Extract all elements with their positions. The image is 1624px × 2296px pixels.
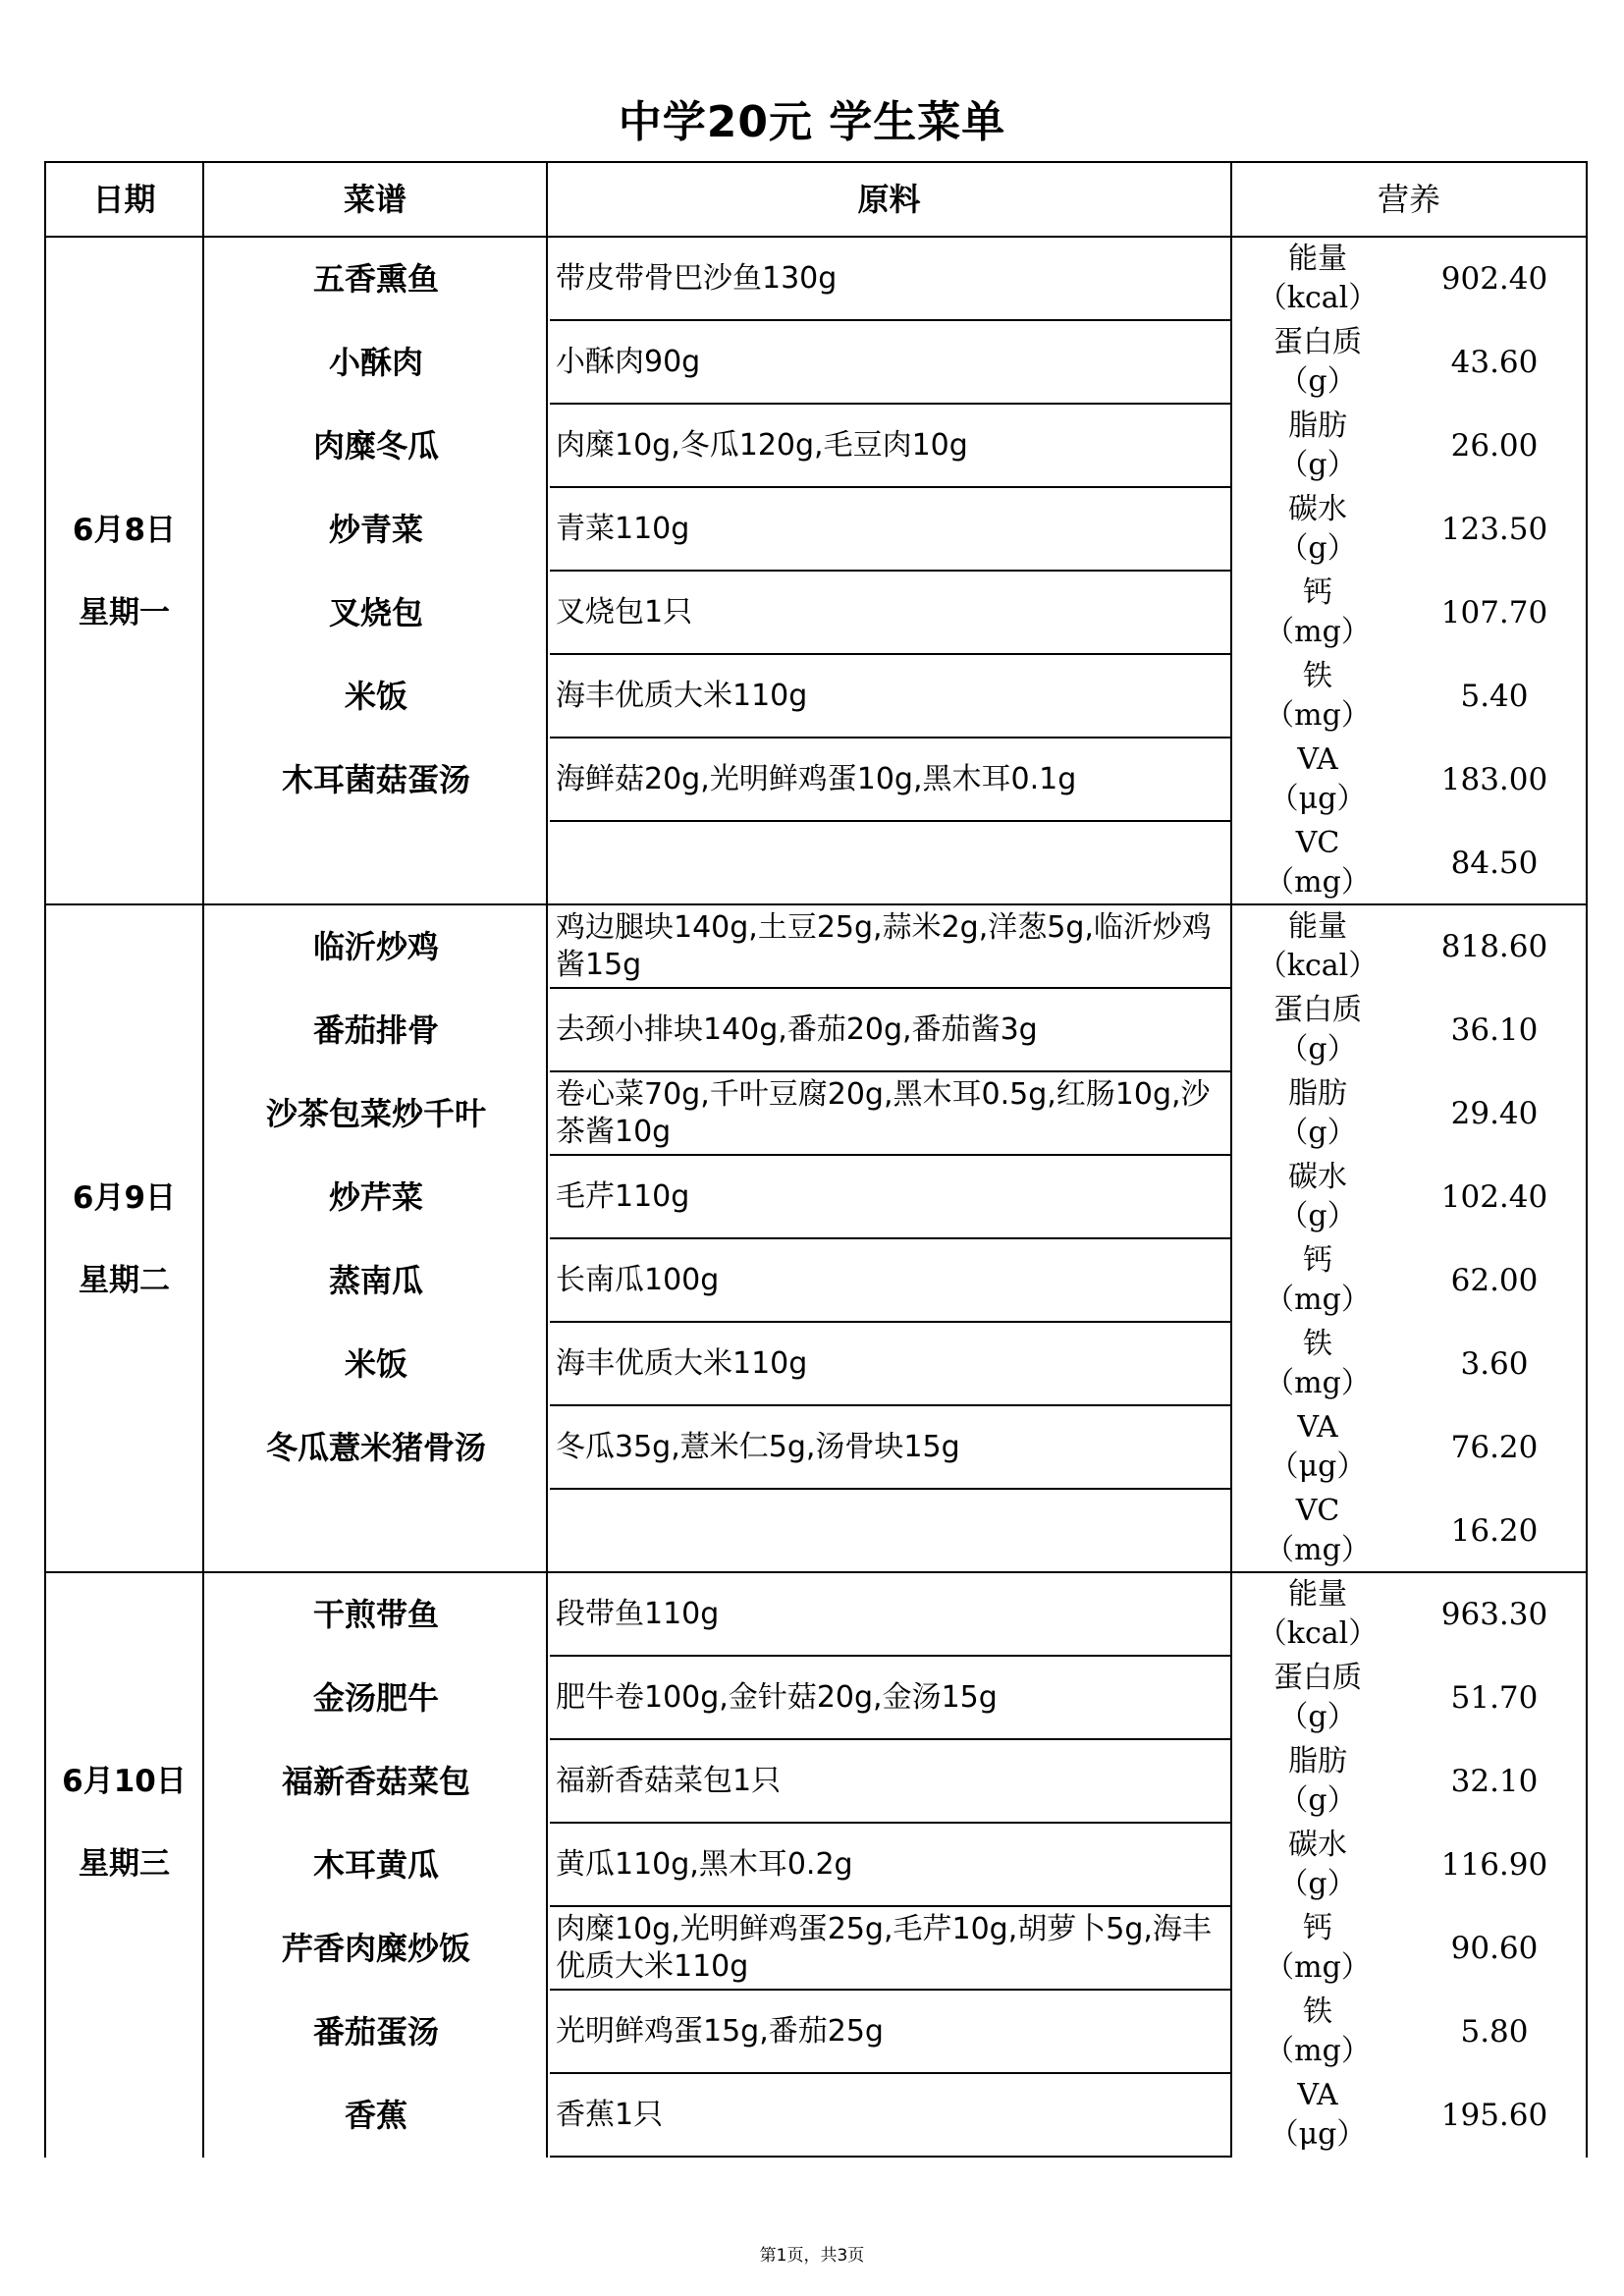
ingredients-text: 肉糜10g,冬瓜120g,毛豆肉10g bbox=[556, 427, 968, 463]
nutrition-label: 钙 bbox=[1303, 1911, 1332, 1945]
ingredients-text: 海丰优质大米110g bbox=[556, 678, 808, 713]
header-nutrition: 营养 bbox=[1377, 181, 1440, 218]
ingredients-text: 叉烧包1只 bbox=[556, 594, 693, 629]
nutrition-value: 818.60 bbox=[1440, 929, 1548, 964]
nutrition-unit: （mg） bbox=[1265, 698, 1371, 733]
nutrition-value: 76.20 bbox=[1450, 1430, 1539, 1465]
ingredients-text: 福新香菇菜包1只 bbox=[556, 1763, 782, 1798]
nutrition-unit: （μg） bbox=[1269, 2117, 1367, 2152]
weekday-label: 星期三 bbox=[79, 1846, 170, 1882]
nutrition-row bbox=[1234, 572, 1586, 655]
nutrition-value: 195.60 bbox=[1440, 2098, 1548, 2133]
ingredients-cell bbox=[550, 905, 1232, 989]
dish-name: 沙茶包菜炒千叶 bbox=[265, 1095, 486, 1132]
header-dish: 菜谱 bbox=[204, 163, 548, 236]
dish-name: 肉糜冬瓜 bbox=[312, 427, 439, 465]
nutrition-unit: （mg） bbox=[1265, 865, 1371, 900]
dish-name: 干煎带鱼 bbox=[312, 1596, 439, 1633]
nutrition-unit: （g） bbox=[1278, 1116, 1357, 1150]
nutrition-row bbox=[1234, 905, 1586, 989]
nutrition-label: VC bbox=[1295, 826, 1340, 860]
ingredients-text: 肉糜10g,光明鲜鸡蛋25g,毛芹10g,胡萝卜5g,海丰优质大米110g bbox=[556, 1911, 1212, 1984]
nutrition-value: 183.00 bbox=[1440, 762, 1548, 797]
ingredients-cell bbox=[550, 2074, 1232, 2158]
nutrition-label: 脂肪 bbox=[1288, 409, 1347, 443]
page-title: 中学20元 学生菜单 bbox=[618, 97, 1006, 147]
nutrition-value: 102.40 bbox=[1440, 1179, 1548, 1215]
nutrition-label: 蛋白质 bbox=[1273, 1661, 1362, 1695]
ingredients-text: 海丰优质大米110g bbox=[556, 1345, 808, 1381]
ingredients-cell bbox=[550, 1824, 1232, 1907]
column-divider bbox=[546, 905, 548, 1571]
nutrition-unit: （g） bbox=[1278, 1783, 1357, 1818]
dish-name: 米饭 bbox=[344, 1345, 407, 1383]
nutrition-unit: （kcal） bbox=[1257, 281, 1379, 315]
nutrition-row bbox=[1234, 1490, 1586, 1573]
nutrition-value: 963.30 bbox=[1440, 1597, 1548, 1632]
nutrition-row bbox=[1234, 1657, 1586, 1740]
header-date: 日期 bbox=[46, 163, 204, 236]
dish-name: 临沂炒鸡 bbox=[312, 928, 439, 965]
ingredients-cell bbox=[550, 321, 1232, 405]
date-label: 6月9日 bbox=[72, 1180, 177, 1216]
ingredients-cell bbox=[550, 1072, 1232, 1156]
nutrition-unit: （g） bbox=[1278, 1867, 1357, 1901]
ingredients-cell bbox=[550, 572, 1232, 655]
nutrition-unit: （kcal） bbox=[1257, 949, 1379, 983]
nutrition-unit: （g） bbox=[1278, 448, 1357, 482]
nutrition-unit: （g） bbox=[1278, 1700, 1357, 1734]
header-ingredients: 原料 bbox=[548, 163, 1232, 236]
dish-name: 木耳菌菇蛋汤 bbox=[281, 761, 470, 798]
nutrition-value: 29.40 bbox=[1450, 1096, 1539, 1131]
nutrition-value: 51.70 bbox=[1450, 1680, 1539, 1716]
ingredients-text: 段带鱼110g bbox=[556, 1596, 720, 1631]
nutrition-row bbox=[1234, 2074, 1586, 2158]
nutrition-value: 32.10 bbox=[1450, 1764, 1539, 1799]
nutrition-unit: （mg） bbox=[1265, 1533, 1371, 1567]
day-block bbox=[44, 238, 1588, 905]
ingredients-cell bbox=[550, 1907, 1232, 1991]
ingredients-cell bbox=[550, 989, 1232, 1072]
nutrition-row bbox=[1234, 989, 1586, 1072]
ingredients-cell bbox=[550, 1406, 1232, 1490]
date-cell bbox=[46, 489, 202, 654]
nutrition-label: 能量 bbox=[1288, 1577, 1347, 1612]
nutrition-value: 107.70 bbox=[1440, 595, 1548, 630]
nutrition-label: VC bbox=[1295, 1494, 1340, 1528]
ingredients-text: 长南瓜100g bbox=[556, 1262, 720, 1297]
day-block bbox=[44, 905, 1588, 1573]
nutrition-value: 62.00 bbox=[1450, 1263, 1539, 1298]
nutrition-unit: （mg） bbox=[1265, 615, 1371, 649]
date-cell bbox=[46, 1740, 202, 1905]
nutrition-row bbox=[1234, 1239, 1586, 1323]
ingredients-cell bbox=[550, 488, 1232, 572]
dish-name: 冬瓜薏米猪骨汤 bbox=[265, 1429, 486, 1466]
nutrition-label: VA bbox=[1297, 2078, 1338, 2112]
nutrition-unit: （g） bbox=[1278, 531, 1357, 566]
nutrition-value: 36.10 bbox=[1450, 1012, 1539, 1048]
nutrition-row bbox=[1234, 488, 1586, 572]
ingredients-cell bbox=[550, 655, 1232, 738]
nutrition-value: 116.90 bbox=[1440, 1847, 1548, 1883]
ingredients-cell bbox=[550, 238, 1232, 321]
nutrition-label: 铁 bbox=[1303, 1995, 1332, 2029]
nutrition-value: 123.50 bbox=[1440, 512, 1548, 547]
nutrition-unit: （g） bbox=[1278, 364, 1357, 399]
nutrition-unit: （μg） bbox=[1269, 1449, 1367, 1484]
column-divider bbox=[546, 238, 548, 903]
nutrition-unit: （kcal） bbox=[1257, 1616, 1379, 1651]
ingredients-cell bbox=[550, 1323, 1232, 1406]
day-blocks bbox=[44, 238, 1588, 2158]
column-divider bbox=[202, 905, 204, 1571]
nutrition-label: VA bbox=[1297, 742, 1338, 777]
ingredients-cell bbox=[550, 1740, 1232, 1824]
nutrition-value: 902.40 bbox=[1440, 261, 1548, 297]
ingredients-cell bbox=[550, 1573, 1232, 1657]
nutrition-unit: （μg） bbox=[1269, 782, 1367, 816]
nutrition-row bbox=[1234, 655, 1586, 738]
ingredients-text: 小酥肉90g bbox=[556, 344, 701, 379]
ingredients-cell bbox=[550, 738, 1232, 822]
dish-name: 福新香菇菜包 bbox=[281, 1763, 470, 1800]
ingredients-text: 肥牛卷100g,金针菇20g,金汤15g bbox=[556, 1679, 998, 1715]
ingredients-cell bbox=[550, 822, 1232, 905]
nutrition-label: 蛋白质 bbox=[1273, 325, 1362, 359]
nutrition-row bbox=[1234, 1072, 1586, 1156]
ingredients-text: 黄瓜110g,黑木耳0.2g bbox=[556, 1846, 853, 1882]
nutrition-row bbox=[1234, 238, 1586, 321]
dish-name: 番茄排骨 bbox=[312, 1011, 439, 1049]
nutrition-row bbox=[1234, 321, 1586, 405]
nutrition-unit: （mg） bbox=[1265, 1366, 1371, 1400]
dish-name: 金汤肥牛 bbox=[312, 1679, 439, 1717]
nutrition-label: 能量 bbox=[1288, 909, 1347, 944]
ingredients-cell bbox=[550, 1156, 1232, 1239]
ingredients-cell bbox=[550, 1657, 1232, 1740]
column-divider bbox=[202, 238, 204, 903]
nutrition-unit: （mg） bbox=[1265, 1950, 1371, 1985]
nutrition-value: 84.50 bbox=[1450, 846, 1539, 881]
nutrition-unit: （mg） bbox=[1265, 2034, 1371, 2068]
ingredients-text: 光明鲜鸡蛋15g,番茄25g bbox=[556, 2013, 884, 2049]
nutrition-value: 90.60 bbox=[1450, 1931, 1539, 1966]
weekday-label: 星期二 bbox=[79, 1263, 170, 1298]
nutrition-label: VA bbox=[1297, 1410, 1338, 1445]
day-block bbox=[44, 1573, 1588, 2158]
ingredients-text: 卷心菜70g,千叶豆腐20g,黑木耳0.5g,红肠10g,沙茶酱10g bbox=[556, 1076, 1211, 1149]
dish-name: 蒸南瓜 bbox=[328, 1262, 423, 1299]
nutrition-row bbox=[1234, 1991, 1586, 2074]
weekday-label: 星期一 bbox=[79, 595, 170, 630]
ingredients-cell bbox=[550, 1490, 1232, 1573]
nutrition-row bbox=[1234, 738, 1586, 822]
dish-name: 木耳黄瓜 bbox=[312, 1846, 439, 1884]
nutrition-unit: （mg） bbox=[1265, 1283, 1371, 1317]
nutrition-label: 脂肪 bbox=[1288, 1076, 1347, 1111]
nutrition-label: 碳水 bbox=[1288, 1828, 1347, 1862]
ingredients-text: 青菜110g bbox=[556, 511, 690, 546]
nutrition-label: 碳水 bbox=[1288, 492, 1347, 526]
nutrition-value: 5.80 bbox=[1460, 2014, 1529, 2050]
dish-name: 香蕉 bbox=[344, 2097, 407, 2134]
nutrition-label: 蛋白质 bbox=[1273, 993, 1362, 1027]
nutrition-label: 铁 bbox=[1303, 659, 1332, 693]
nutrition-value: 26.00 bbox=[1450, 428, 1539, 464]
nutrition-row bbox=[1234, 822, 1586, 905]
nutrition-row bbox=[1234, 1156, 1586, 1239]
nutrition-unit: （g） bbox=[1278, 1032, 1357, 1066]
ingredients-text: 冬瓜35g,薏米仁5g,汤骨块15g bbox=[556, 1429, 960, 1464]
nutrition-value: 3.60 bbox=[1460, 1346, 1529, 1382]
ingredients-text: 鸡边腿块140g,土豆25g,蒜米2g,洋葱5g,临沂炒鸡酱15g bbox=[556, 909, 1212, 982]
dish-name: 五香熏鱼 bbox=[312, 260, 439, 298]
table-header bbox=[44, 161, 1588, 238]
dish-name: 叉烧包 bbox=[328, 594, 423, 631]
nutrition-row bbox=[1234, 405, 1586, 488]
nutrition-value: 43.60 bbox=[1450, 345, 1539, 380]
ingredients-text: 香蕉1只 bbox=[556, 2097, 664, 2132]
ingredients-text: 海鲜菇20g,光明鲜鸡蛋10g,黑木耳0.1g bbox=[556, 761, 1077, 796]
nutrition-row bbox=[1234, 1907, 1586, 1991]
nutrition-row bbox=[1234, 1406, 1586, 1490]
ingredients-text: 带皮带骨巴沙鱼130g bbox=[556, 260, 838, 296]
nutrition-value: 5.40 bbox=[1460, 679, 1529, 714]
date-label: 6月8日 bbox=[72, 513, 177, 548]
nutrition-label: 钙 bbox=[1303, 1243, 1332, 1278]
nutrition-label: 能量 bbox=[1288, 242, 1347, 276]
nutrition-label: 脂肪 bbox=[1288, 1744, 1347, 1778]
nutrition-row bbox=[1234, 1740, 1586, 1824]
date-cell bbox=[46, 1157, 202, 1322]
date-label: 6月10日 bbox=[62, 1764, 187, 1799]
nutrition-row bbox=[1234, 1824, 1586, 1907]
nutrition-label: 铁 bbox=[1303, 1327, 1332, 1361]
dish-name: 番茄蛋汤 bbox=[312, 2013, 439, 2050]
ingredients-text: 毛芹110g bbox=[556, 1178, 690, 1214]
menu-table bbox=[44, 161, 1588, 2158]
dish-name: 炒青菜 bbox=[328, 511, 423, 548]
nutrition-label: 钙 bbox=[1303, 575, 1332, 610]
nutrition-label: 碳水 bbox=[1288, 1160, 1347, 1194]
nutrition-value: 16.20 bbox=[1450, 1513, 1539, 1549]
dish-name: 炒芹菜 bbox=[328, 1178, 423, 1216]
nutrition-unit: （g） bbox=[1278, 1199, 1357, 1233]
ingredients-cell bbox=[550, 405, 1232, 488]
nutrition-row bbox=[1234, 1323, 1586, 1406]
dish-name: 米饭 bbox=[344, 678, 407, 715]
dish-name: 小酥肉 bbox=[328, 344, 423, 381]
ingredients-text: 去颈小排块140g,番茄20g,番茄酱3g bbox=[556, 1011, 1038, 1047]
page-footer: 第1页，共3页 bbox=[759, 2246, 865, 2266]
dish-name: 芹香肉糜炒饭 bbox=[281, 1930, 470, 1967]
ingredients-cell bbox=[550, 1239, 1232, 1323]
ingredients-cell bbox=[550, 1991, 1232, 2074]
nutrition-row bbox=[1234, 1573, 1586, 1657]
